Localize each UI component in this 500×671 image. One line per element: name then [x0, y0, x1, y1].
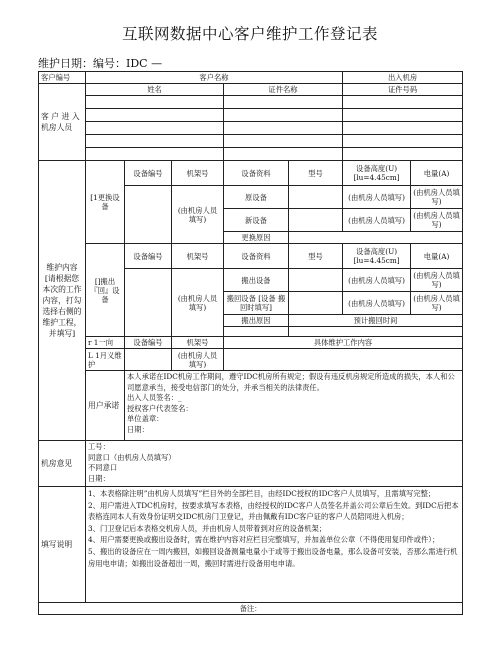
visitor-id-number-cell[interactable]: [343, 109, 463, 122]
remarks-label: 备注：: [39, 603, 463, 615]
note-item: 5、搬出的设备应在一周内搬回，如搬回设备测量电量小于或等于搬出设备电量，那么设备可安装，否那么需进行机房用电申请；如搬出设备超出一周，搬回时需进行设备用电申请。: [88, 546, 458, 568]
power-header: 电量(A): [411, 244, 463, 269]
opinion-section-label: 机房意见: [39, 441, 86, 487]
device-number-cell[interactable]: [125, 269, 172, 337]
replace-device-option[interactable]: [1更换设备: [86, 161, 125, 244]
rack-number-header: 机架号: [172, 161, 224, 186]
power-note: (由机房人员填写): [411, 292, 463, 315]
rack-number-note: (由机房人员 填写): [172, 186, 224, 244]
expected-return-cell[interactable]: [289, 327, 463, 337]
visitor-name-cell[interactable]: [86, 122, 224, 135]
page-title: 互联网数据中心客户维护工作登记表: [121, 25, 378, 43]
device-info-header: 设备资料: [224, 161, 289, 186]
maintenance-detail-cell[interactable]: [224, 349, 463, 371]
visitor-id-number-cell[interactable]: [343, 96, 463, 109]
height-note: (由机房人员填写): [343, 269, 411, 292]
promise-text: 本人承诺在IDC机房工作期间，遵守IDC机房所有规定；假设有违反机房规定所造成的损失，本人和公司愿意承当，接受电信部门的处分，并承当相关的法律责任。: [127, 372, 455, 392]
opinion-date-field[interactable]: 日期：: [88, 473, 110, 483]
visitor-id-type-cell[interactable]: [224, 122, 343, 135]
room-access-label: 出入机房: [343, 72, 463, 84]
model-header: 型号: [289, 244, 343, 269]
rack-number-note: (由机房人员 填写): [172, 269, 224, 337]
model-header: 型号: [289, 161, 343, 186]
model-cell[interactable]: [289, 186, 343, 209]
visitor-name-header: 姓名: [86, 84, 224, 96]
note-item: 1、本表格除注明”由机房人员填写”栏目外的全部栏目，由经IDC授权的IDC客户人员填写，且需填写完整；: [88, 489, 436, 498]
move-device-option[interactable]: []搬出『回』设备: [86, 244, 125, 337]
device-number-header: 设备编号: [125, 337, 172, 349]
other-maintenance-option[interactable]: r 1一向: [86, 337, 125, 349]
visitor-id-number-header: 证件号码: [343, 84, 463, 96]
visitor-signature-field[interactable]: 出入人员签名：_: [127, 393, 182, 402]
visitor-id-number-cell[interactable]: [343, 135, 463, 148]
company-seal-field[interactable]: 单位盖章：: [127, 414, 164, 423]
device-number-cell[interactable]: [125, 186, 172, 244]
model-cell[interactable]: [289, 269, 343, 292]
rack-number-header: 机架号: [172, 337, 224, 349]
device-number-header: 设备编号: [125, 161, 172, 186]
customer-id-label: 客户编号: [39, 72, 86, 84]
power-header: 电量(A): [411, 161, 463, 186]
note-item: 4、用户需要更换或搬出设备时，需在维护内容对应栏目完整填写，并加盖单位公章（不得使用复印件或件）；: [88, 535, 440, 545]
maintenance-section-label: 维护内容[请根据您本次的工作内容，打勾选择右侧的维护工程，并填写]: [39, 161, 86, 441]
maintenance-detail-header: 具体维护工作内容: [224, 337, 463, 349]
staff-id-field[interactable]: 工号：: [88, 442, 110, 451]
device-height-header: 设备高度(U)[lu=4.45cm]: [343, 244, 411, 269]
height-note: (由机房人员填写): [343, 209, 411, 232]
visitor-name-cell[interactable]: [86, 135, 224, 148]
agree-checkbox[interactable]: 同意口（由机房人员填写）: [88, 452, 176, 462]
moved-back-device-label: 搬回设备 [设备 搬回时填写]: [224, 292, 289, 315]
power-note: (由机房人员填写): [411, 186, 463, 209]
replace-reason-label: 更换原因: [224, 232, 289, 244]
move-reason-cell[interactable]: [224, 327, 289, 337]
device-number-cell[interactable]: [125, 349, 172, 371]
height-note: (由机房人员填写): [343, 186, 411, 209]
other-maintenance-label: L 1月义维护: [86, 349, 125, 371]
model-cell[interactable]: [289, 292, 343, 315]
visitor-id-type-header: 证件名称: [224, 84, 343, 96]
promise-date-field[interactable]: 日期：: [127, 424, 149, 434]
expected-return-label: 预计搬回时间: [289, 315, 463, 327]
maintenance-date-line: 维护日期：编号：IDC —: [38, 57, 163, 70]
registration-form: [38, 71, 463, 615]
representative-signature-field[interactable]: 授权客户代表签名：: [127, 403, 193, 413]
customer-name-label: 客户名称: [86, 72, 343, 84]
visitor-id-type-cell[interactable]: [224, 109, 343, 122]
visitors-section-label: 客 户 进 入机房人员: [39, 84, 86, 161]
visitor-id-type-cell[interactable]: [224, 148, 343, 161]
power-note: (由机房人员填写): [411, 269, 463, 292]
new-device-label: 新设备: [224, 209, 289, 232]
device-number-header: 设备编号: [125, 244, 172, 269]
visitor-id-number-cell[interactable]: [343, 122, 463, 135]
visitor-id-type-cell[interactable]: [224, 96, 343, 109]
visitor-name-cell[interactable]: [86, 148, 224, 161]
moved-out-device-label: 搬出设备: [224, 269, 289, 292]
height-note: (由机房人员填写): [343, 292, 411, 315]
device-info-header: 设备资料: [224, 244, 289, 269]
note-item: 3、门卫登记后本表格交机房人员，并由机房人员带着到对应的设备机架；: [88, 523, 327, 533]
model-cell[interactable]: [289, 209, 343, 232]
move-reason-label: 搬出原因: [224, 315, 289, 327]
rack-number-note: (由机房人员 填写): [172, 349, 224, 371]
promise-section-label: 用户承诺: [86, 371, 125, 441]
replace-reason-cell[interactable]: [289, 232, 463, 244]
visitor-name-cell[interactable]: [86, 109, 224, 122]
device-height-header: 设备高度(U)[lu=4.45cm]: [343, 161, 411, 186]
visitor-id-type-cell[interactable]: [224, 135, 343, 148]
visitor-id-number-cell[interactable]: [343, 148, 463, 161]
rack-number-header: 机架号: [172, 244, 224, 269]
original-device-label: 原设备: [224, 186, 289, 209]
visitor-name-cell[interactable]: [86, 96, 224, 109]
notes-section-label: 填写说明: [39, 487, 86, 603]
power-note: (由机房人员填写): [411, 209, 463, 232]
note-item: 2、用户需进入TDC机房时，按要求填写本表格，由经授权的IDC客户人员签名并盖公司公章后生效。到IDC后把本表格连同本人有效身份证明交IDC机房门卫登记，并由佩戴有IDC客户证的客户人员陪同进入机房；: [88, 500, 459, 522]
disagree-checkbox[interactable]: 不同意口: [88, 463, 118, 472]
